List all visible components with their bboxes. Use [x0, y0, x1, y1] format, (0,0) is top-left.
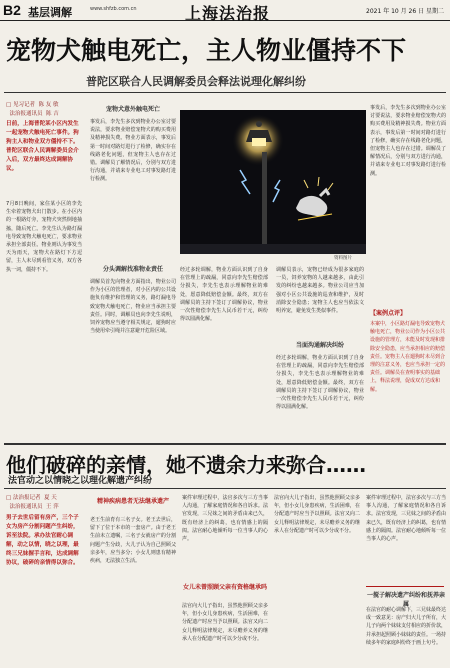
lamp-illustration [180, 110, 366, 254]
story2-body-col4: 案件审理过程中，法官多次与三方当事人沟通，了解家庭情况和各自诉求。法官发现，三兄妹之间的矛盾由来已久，既有经济上的纠葛，也有情感上的隔阂。法官耐心地倾听每一位当事人的心声。 [366, 495, 446, 543]
story2-section-title3: 一搅子解决遗产纠纷和抚养亲属 [366, 592, 445, 608]
story2-headline: 他们破碎的亲情，她不遗余力来弥合…… [6, 453, 366, 477]
story2-body-col2b: 法官向大儿子指出，虽然他照顾父亲多年，但小女儿身患疾病，生活困难，在分配遗产时应当予以照顾。法官又向二女儿释明法律规定，未尽赡养义务的继承人在分配遗产时可以少分或不分。 [182, 603, 268, 642]
story1-body-col5b: 经过多轮调解，物业方面认识到了自身在管理上的疏漏，同意向李先生赔偿部分损失，李先生也表示理解物业的难处，愿意降低赔偿金额。最终，双方在调解员的主持下签订了调解协议，物业一次性赔偿李先生人民币若干元，纠纷得以圆满化解。 [276, 355, 364, 411]
story1-subheadline: 普陀区联合人民调解委员会释法说理化解纠纷 [86, 75, 306, 88]
website: www.shfzb.com.cn [90, 6, 137, 12]
divider [4, 92, 446, 93]
story1-section-title: 宠物犬意外触电死亡 [105, 106, 160, 113]
case-comment-label: 【案例点评】 [370, 310, 407, 317]
story1-headline: 宠物犬触电死亡，主人物业僵持不下 [6, 36, 407, 65]
story1-body-col3: 调解员首先向物业方面指出，物业公司作为小区的管理者，对小区内的公共设施负有维护和管理的义务，路灯漏电导致宠物犬触电死亡，物业应当承担主要责任。同时，调解员也向李先生说明，饲养宠物应当遵守相关规定，遛狗时应当使用牵引绳并注意避开危险区域。 [90, 279, 176, 335]
story1-body-col4: 经过多轮调解，物业方面认识到了自身在管理上的疏漏，同意向李先生赔偿部分损失，李先生也表示理解物业的难处，愿意降低赔偿金额。最终，双方在调解员的主持下签订了调解协议，物业一次性赔偿李先生人民币若干元，纠纷得以圆满化解。 [180, 267, 268, 323]
story1-lead: 日前，上海普陀某小区内发生一起宠物犬触电死亡事件。狗狗主人和物业双方僵持不下。普陀区联合人民调解委员会介入后，双方最终达成调解协议。 [6, 121, 79, 172]
divider [4, 488, 446, 489]
story1-body-col6: 事发后，李先生多次到物业办公室讨要说法，要求物业赔偿宠物犬的购买费用及精神损失费。物业方面表示，事发后第一时间对路灯进行了检修，确实存在线路老化问题，但宠物主人也存在过错。调解员了解情况后，分别与双方进行沟通，并请来专业电工对事发路灯进行检测。 [370, 105, 446, 177]
story1-body-col2: 事发后，李先生多次到物业办公室讨要说法，要求物业赔偿宠物犬的购买费用及精神损失费。物业方面表示，事发后第一时间对路灯进行了检修，确实存在线路老化问题，但宠物主人也存在过错。调解员了解情况后，分别与双方进行沟通，并请来专业电工对事发路灯进行检测。 [90, 119, 176, 183]
page-header [0, 0, 450, 21]
story2-section-title: 精神疾病患者无法继承遗产 [96, 498, 169, 505]
story2-subheadline: 法官动之以情晓之以理化解遗产纠纷 [8, 476, 153, 486]
story1-section-title2: 分头调解找准物业责任 [102, 266, 163, 273]
photo-credit: 资料图片 [334, 256, 352, 261]
issue-date: 2021 年 10 月 26 日 星期二 [366, 8, 444, 15]
masthead: 上海法治报 [185, 4, 271, 23]
story1-body-col5: 调解员表示，宠物已经成为很多家庭的一员，饲养宠物的人越来越多，由此引发的纠纷也越来越多。物业公司应当加强对小区公共设施的巡查和维护，及时消除安全隐患；宠物主人也应当依法文明养宠，避免发生类似事件。 [276, 267, 364, 315]
section-name: 基层调解 [28, 6, 72, 19]
story1-body-col1: 7月8日晚间，家住某小区的李先生牵着宠物犬出门散步。在小区内的一根路灯旁，宠物犬突然倒地抽搐，随后死亡。李先生认为路灯漏电导致宠物犬触电死亡，要求物业承担全部责任。物业则认为事发当天为雨天，宠物犬在路灯下方逗留，主人未尽到看管义务，双方各执一词，僵持不下。 [6, 201, 82, 273]
story2-body-col3: 法官向大儿子指出，虽然他照顾父亲多年，但小女儿身患疾病，生活困难，在分配遗产时应当予以照顾。法官又向二女儿释明法律规定，未尽赡养义务的继承人在分配遗产时可以少分或不分。 [274, 495, 360, 534]
divider [4, 443, 446, 445]
story2-byline: □ 法治报记者 夏 天 法治报通讯员 王 萍 [6, 495, 59, 510]
divider [366, 586, 444, 587]
story2-section-title2: 女儿未曾照顾父亲有资格继承吗 [182, 584, 267, 591]
story2-lead: 男子去世后留有房产，三个子女为房产分割问题产生纠纷，诉至法院。承办法官耐心调解，动之以情，晓之以理，最终三兄妹握手言和，达成调解协议，破碎的亲情得以弥合。 [6, 515, 79, 566]
story1-photo [180, 110, 366, 254]
story1-section-title3: 当面沟通解决纠纷 [295, 342, 344, 349]
case-comment-body: 本案中，小区路灯漏电导致宠物犬触电死亡，物业公司作为小区公共设施的管理方，未能及时发现和排除安全隐患，应当承担相应的赔偿责任。宠物主人在遛狗时未尽到合理的注意义务，也应当承担一定的责任。调解员在查明事实的基础上，释法说理，促成双方达成和解。 [370, 321, 446, 393]
page-number: B2 [3, 2, 21, 18]
story2-body-col5: 在法官的耐心调解下，三兄妹最终达成一致意见：房产归大儿子所有，大儿子向两个妹妹支付相应的折价款，并承担起照顾小妹妹的责任。一场持续多年的家庭纠纷终于画上句号。 [366, 607, 446, 646]
story2-body-col1: 老王生前育有三名子女。老王去世后，留下了位于本市的一套房产。由于老王生前未立遗嘱，三名子女就房产的分割问题产生分歧，大儿子认为自己照顾父亲多年，应当多分；小女儿则患有精神疾病，无法独立生活。 [90, 517, 176, 565]
story2-body-col2: 案件审理过程中，法官多次与三方当事人沟通，了解家庭情况和各自诉求。法官发现，三兄妹之间的矛盾由来已久，既有经济上的纠葛，也有情感上的隔阂。法官耐心地倾听每一位当事人的心声。 [182, 495, 268, 543]
story1-byline: □ 见习记者 陈 友 敏 法治报通讯员 陈 吉 [6, 102, 59, 117]
